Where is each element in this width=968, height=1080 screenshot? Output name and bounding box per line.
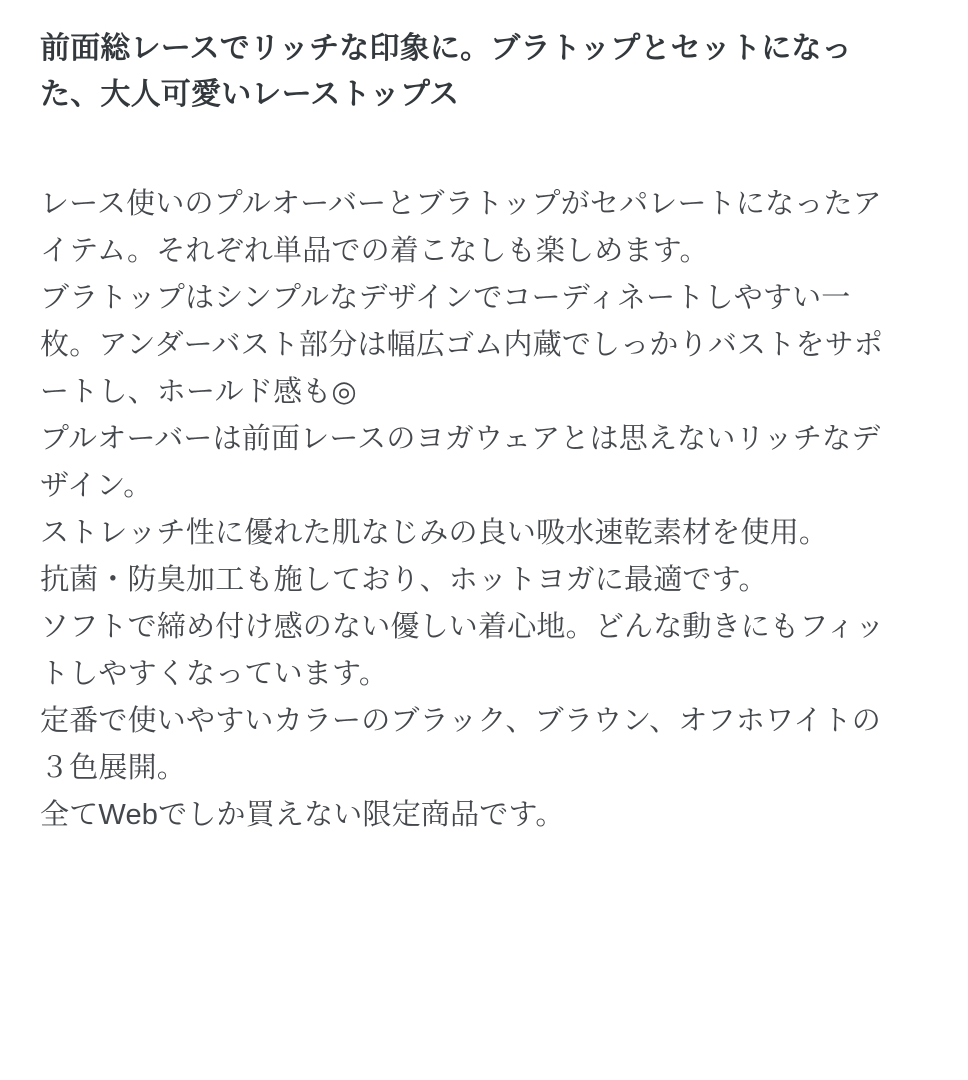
description-paragraph: レース使いのプルオーバーとブラトップがセパレートになったアイテム。それぞれ単品での着こなしも楽しめます。	[40, 188, 882, 268]
page-title: 前面総レースでリッチな印象に。ブラトップとセットになった、大人可愛いレーストップス	[40, 32, 852, 111]
description-paragraph: 定番で使いやすいカラーのブラック、ブラウン、オフホワイトの３色展開。	[40, 704, 882, 784]
product-description	[40, 181, 906, 839]
description-paragraph: ブラトップはシンプルなデザインでコーディネートしやすい一枚。アンダーバスト部分は幅広ゴム内蔵でしっかりバストをサポートし、ホールド感も◎	[40, 282, 884, 409]
description-paragraph: プルオーバーは前面レースのヨガウェアとは思えないリッチなデザイン。	[40, 423, 881, 502]
description-paragraph: 抗菌・防臭加工も施しており、ホットヨガに最適です。	[40, 563, 768, 596]
heading-spacer	[40, 117, 906, 181]
description-paragraph: ストレッチ性に優れた肌なじみの良い吸水速乾素材を使用。	[40, 516, 829, 549]
description-paragraph: 全てWebでしか買えない限定商品です。	[40, 798, 565, 831]
description-paragraph: ソフトで締め付け感のない優しい着心地。どんな動きにもフィットしやすくなっています。	[40, 610, 885, 690]
